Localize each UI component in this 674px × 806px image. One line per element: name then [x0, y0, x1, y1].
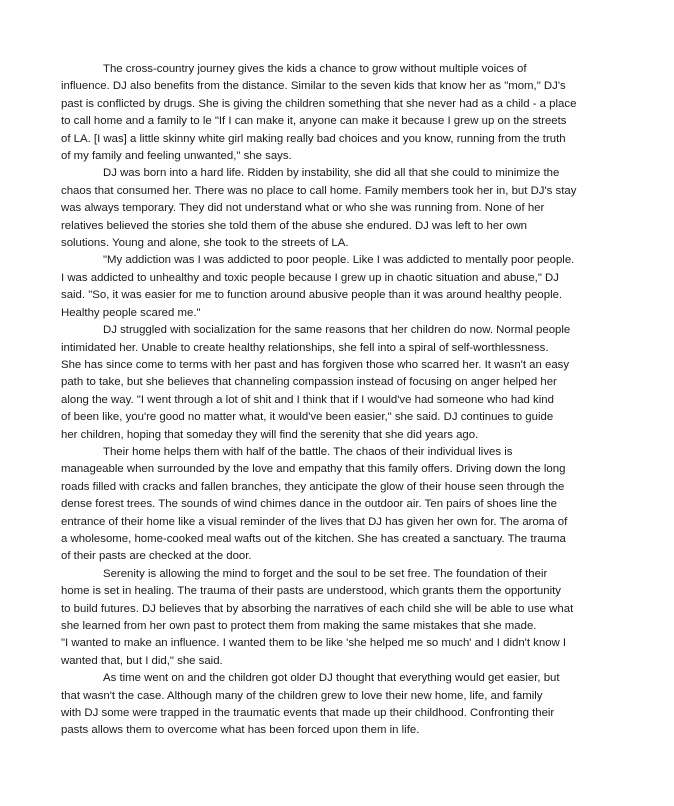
paragraph-line: said. "So, it was easier for me to function around abusive people than it was around healthy people.	[61, 289, 563, 302]
paragraph-line: Healthy people scared me."	[61, 306, 201, 319]
paragraph-line: of their pasts are checked at the door.	[61, 550, 252, 563]
paragraph-first-line: As time went on and the children got older DJ thought that everything would get easier, but	[103, 672, 560, 685]
paragraph-line: solutions. Young and alone, she took to the streets of LA.	[61, 237, 349, 250]
paragraph-line: "I wanted to make an influence. I wanted them to be like 'she helped me so much' and I didn't know I	[61, 637, 567, 650]
paragraph-first-line: "My addiction was I was addicted to poor people. Like I was addicted to mentally poor people.	[103, 254, 575, 267]
paragraph-line: manageable when surrounded by the love and empathy that this family offers. Driving down the long	[61, 463, 566, 476]
paragraph-line: of LA. [I was] a little skinny white girl making really bad choices and you know, running from the truth	[61, 132, 566, 145]
paragraph-line: home is set in healing. The trauma of their pasts are understood, which grants them the opportunity	[61, 585, 561, 598]
paragraph-line: that wasn't the case. Although many of the children grew to love their new home, life, and family	[61, 689, 543, 702]
paragraph-line: dense forest trees. The sounds of wind chimes dance in the outdoor air. Ten pairs of shoes line the	[61, 498, 558, 511]
paragraph-first-line: Their home helps them with half of the battle. The chaos of their individual lives is	[103, 445, 513, 458]
paragraph-line: pasts allows them to overcome what has been forced upon them in life.	[61, 724, 420, 737]
paragraph-line: influence. DJ also benefits from the distance. Similar to the seven kids that know her as "mom," DJ's	[61, 80, 566, 93]
paragraph-first-line: DJ struggled with socialization for the same reasons that her children do now. Normal people	[103, 324, 571, 337]
paragraph-line: along the way. "I went through a lot of shit and I think that if I would've had someone who had kind	[61, 393, 554, 406]
paragraph-line: was always temporary. They did not understand what or who she was running from. None of her	[61, 202, 545, 215]
document-body	[61, 61, 617, 740]
paragraph-line: relatives believed the stories she told them of the abuse she endured. DJ was left to her own	[61, 219, 528, 232]
paragraph-line: path to take, but she believes that channeling compassion instead of focusing on anger helped her	[61, 376, 557, 389]
paragraph-first-line: DJ was born into a hard life. Ridden by instability, she did all that she could to minimize the	[103, 167, 560, 180]
paragraph-line: to call home and a family to le "If I can make it, anyone can make it because I grew up on the streets	[61, 115, 567, 128]
paragraph-line: I was addicted to unhealthy and toxic people because I grew up in chaotic situation and abuse," DJ	[61, 271, 559, 284]
paragraph-line: she learned from her own past to protect them from making the same mistakes that she made.	[61, 620, 537, 632]
paragraph-line: of my family and feeling unwanted," she says.	[61, 150, 292, 163]
paragraph-line: chaos that consumed her. There was no place to call home. Family members took her in, but DJ's stay	[61, 184, 577, 197]
paragraph-line: a wholesome, home-cooked meal wafts out of the kitchen. She has created a sanctuary. The trauma	[61, 532, 566, 545]
paragraph-line: past is conflicted by drugs. She is giving the children something that she never had as a child - a place	[61, 97, 577, 110]
paragraph-line: with DJ some were trapped in the traumatic events that made up their childhood. Confronting their	[61, 707, 555, 720]
paragraph-line: of been like, you're good no matter what, it would've been easier," she said. DJ continues to guide	[61, 411, 554, 424]
paragraph-line: entrance of their home like a visual reminder of the lives that DJ has given her own for. The aroma of	[61, 515, 568, 528]
paragraph-first-line: Serenity is allowing the mind to forget and the soul to be set free. The foundation of their	[103, 567, 548, 580]
paragraph-line: She has since come to terms with her past and has forgiven those who scarred her. It wasn't an easy	[61, 358, 570, 371]
paragraph-first-line: The cross-country journey gives the kids a chance to grow without multiple voices of	[103, 63, 527, 75]
paragraph-line: wanted that, but I did," she said.	[61, 654, 223, 667]
paragraph-line: intimidated her. Unable to create healthy relationships, she fell into a spiral of self-worthlessness.	[61, 341, 549, 354]
paragraph-line: her children, hoping that someday they will find the serenity that she did years ago.	[61, 428, 479, 441]
paragraph-line: roads filled with cracks and fallen branches, they anticipate the glow of their house seen through the	[61, 480, 565, 493]
paragraph-line: to build futures. DJ believes that by absorbing the narratives of each child she will be able to use what	[61, 602, 574, 615]
